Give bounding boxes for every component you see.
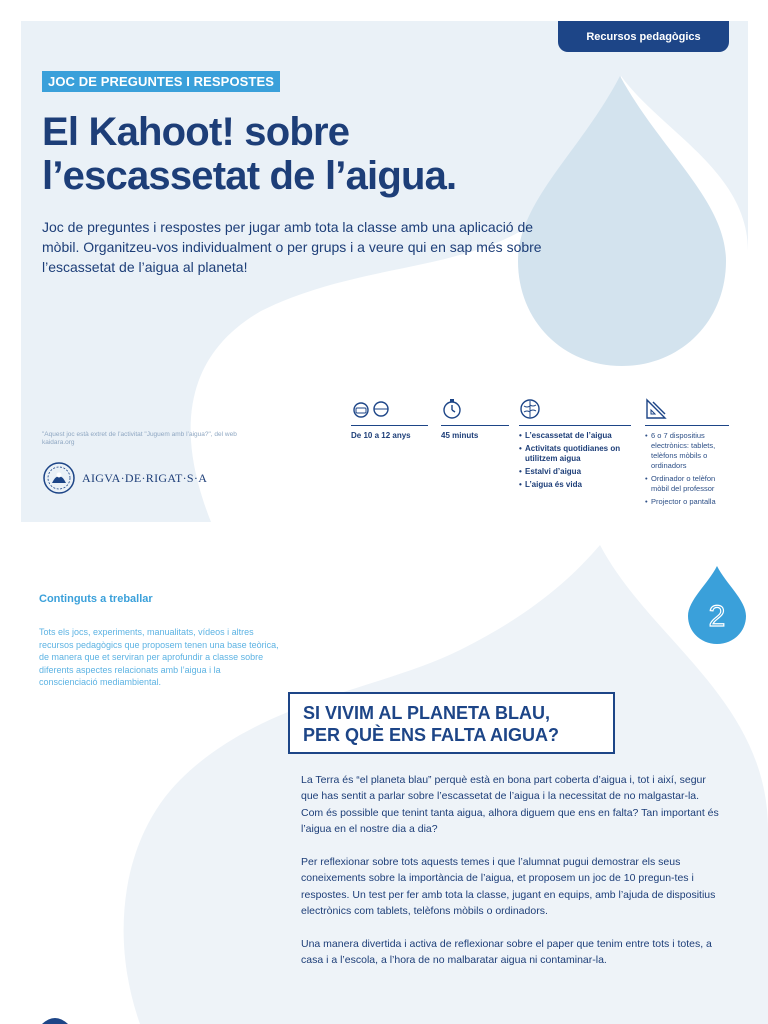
contents-text: Tots els jocs, experiments, manualitats, vídeos i altres recursos pedagògics que proposem tenen una base teòrica, de manera que et serviran per aprofundir a classe sobre diferents aspectes relacionats amb l’aigua i la conscienciació mediambiental. bbox=[39, 627, 279, 687]
age-label: De 10 a 12 anys bbox=[351, 431, 411, 440]
logo-emblem-icon bbox=[42, 461, 76, 495]
materials-list bbox=[645, 431, 729, 507]
footer-logo-emblem-icon bbox=[40, 1016, 70, 1024]
materials-info bbox=[645, 397, 729, 510]
list-item: • L’escassetat de l’aigua bbox=[519, 431, 631, 441]
step-badge bbox=[686, 564, 748, 646]
body-paragraph-2: Per reflexionar sobre tots aquests temes i que l’alumnat pugui demostrar els seus coneixements sobre la importància de l’aigua, et proposem un joc de 10 pregun-tes i respostes. Un test per fer amb tota la classe, jugant en equips, amb l’ajuda de dispositius electrònics com tablets, telèfons mòbils o ordinadors. bbox=[301, 856, 716, 918]
list-item: • Ordinador o telèfon mòbil del professor bbox=[645, 474, 729, 494]
source-note: "Aquest joc està extret de l’activitat "Juguem amb l’aigua?", del web kaidara.org bbox=[42, 431, 237, 446]
resources-tab[interactable]: Recursos pedagògics bbox=[558, 21, 729, 52]
age-info bbox=[351, 397, 428, 440]
list-item: • L’aigua és vida bbox=[519, 480, 631, 490]
topics-info bbox=[519, 397, 631, 493]
logo-wordmark: AIGVA·DE·RIGAT·S·A bbox=[82, 470, 208, 485]
brain-icon bbox=[519, 398, 541, 420]
topics-list bbox=[519, 431, 631, 490]
duration-label: 45 minuts bbox=[441, 431, 479, 440]
list-item: • Activitats quotidianes on utilitzem aigua bbox=[519, 444, 631, 464]
step-number: 2 bbox=[708, 600, 726, 633]
contents-heading: Continguts a treballar bbox=[39, 593, 153, 605]
body-paragraph-1: La Terra és “el planeta blau” perquè està en bona part coberta d’aigua i, tot i així, segur que has sentit a parlar sobre l’escassetat de l’aigua i la necessitat de no malgastar-la. Com és possible que tenint tanta aigua, alhora diguem que ens en falta? Tan important és l’aigua en el nostre dia a dia? bbox=[301, 774, 719, 836]
list-item: • 6 o 7 dispositius electrònics: tablets, telèfons mòbils o ordinadors bbox=[645, 431, 729, 471]
activity-type-label: JOC DE PREGUNTES I RESPOSTES bbox=[42, 71, 280, 92]
children-faces-icon bbox=[351, 399, 393, 419]
list-item: • Estalvi d’aigua bbox=[519, 467, 631, 477]
ruler-set-square-icon bbox=[645, 398, 667, 420]
intro-text: Joc de preguntes i respostes per jugar amb tota la classe amb una aplicació de mòbil. Organitzeu-vos individualment o per grups i a veure qui en sap més sobre l’escassetat de l’aigua al planeta! bbox=[42, 219, 542, 275]
page-title: El Kahoot! sobre l’escassetat de l’aigua. bbox=[42, 110, 457, 198]
question-heading: SI VIVIM AL PLANETA BLAU, PER QUÈ ENS FALTA AIGUA? bbox=[288, 692, 615, 754]
stopwatch-icon bbox=[441, 398, 463, 420]
duration-info bbox=[441, 397, 509, 440]
list-item: • Projector o pantalla bbox=[645, 497, 729, 507]
company-logo bbox=[42, 461, 207, 495]
body-paragraph-3: Una manera divertida i activa de reflexionar sobre el paper que tenim entre tots i totes, a casa i a l’escola, a l’hora de no malbaratar aigua ni contaminar-la. bbox=[301, 938, 712, 967]
